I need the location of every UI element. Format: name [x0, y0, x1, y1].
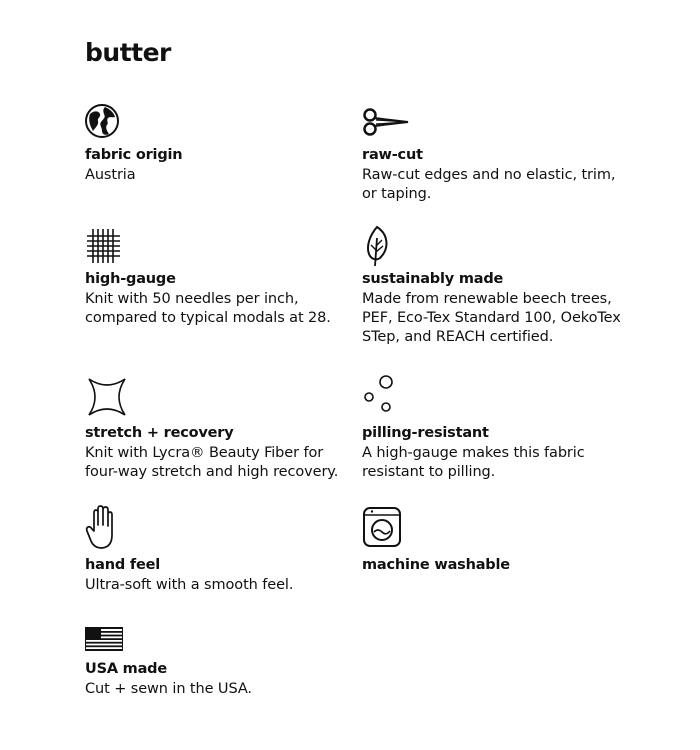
- stretch-icon: [85, 375, 129, 419]
- feature-fabric-origin: [85, 104, 355, 194]
- feature-heading: USA made: [85, 661, 167, 677]
- feature-description: Ultra-soft with a smooth feel.: [85, 577, 294, 593]
- feature-pilling-resistant: [362, 373, 632, 483]
- feature-raw-cut: [362, 104, 632, 204]
- feature-machine-washable: [362, 506, 632, 586]
- feature-description: Raw-cut edges and no elastic, trim, or taping.: [362, 167, 616, 202]
- bubbles-icon: [362, 373, 398, 417]
- feature-heading: pilling-resistant: [362, 425, 489, 441]
- leaf-icon: [362, 224, 394, 268]
- feature-heading: stretch + recovery: [85, 425, 234, 441]
- feature-high-gauge: [85, 227, 355, 327]
- feature-heading: fabric origin: [85, 147, 183, 163]
- feature-description: A high-gauge makes this fabric resistant to pilling.: [362, 445, 585, 480]
- feature-heading: machine washable: [362, 557, 510, 573]
- feature-hand-feel: [85, 505, 355, 595]
- feature-sustainably-made: [362, 224, 632, 349]
- knit-grid-icon: [85, 227, 123, 265]
- feature-stretch-recovery: [85, 375, 355, 485]
- us-flag-icon: [85, 627, 123, 651]
- feature-heading: hand feel: [85, 557, 161, 573]
- feature-heading: high-gauge: [85, 271, 176, 287]
- page-title: butter: [85, 38, 171, 67]
- feature-usa-made: [85, 627, 355, 707]
- feature-heading: raw-cut: [362, 147, 423, 163]
- feature-description: Knit with 50 needles per inch, compared to typical modals at 28.: [85, 291, 331, 326]
- washing-machine-icon: [362, 506, 402, 548]
- hand-icon: [85, 505, 117, 551]
- feature-description: Made from renewable beech trees, PEF, Eco-Tex Standard 100, OekoTex STep, and REACH certified.: [362, 291, 621, 345]
- globe-icon: [85, 104, 121, 140]
- feature-description: Cut + sewn in the USA.: [85, 681, 252, 697]
- feature-heading: sustainably made: [362, 271, 504, 287]
- feature-description: Knit with Lycra® Beauty Fiber for four-way stretch and high recovery.: [85, 445, 339, 480]
- feature-description: Austria: [85, 167, 136, 183]
- scissors-icon: [362, 104, 412, 140]
